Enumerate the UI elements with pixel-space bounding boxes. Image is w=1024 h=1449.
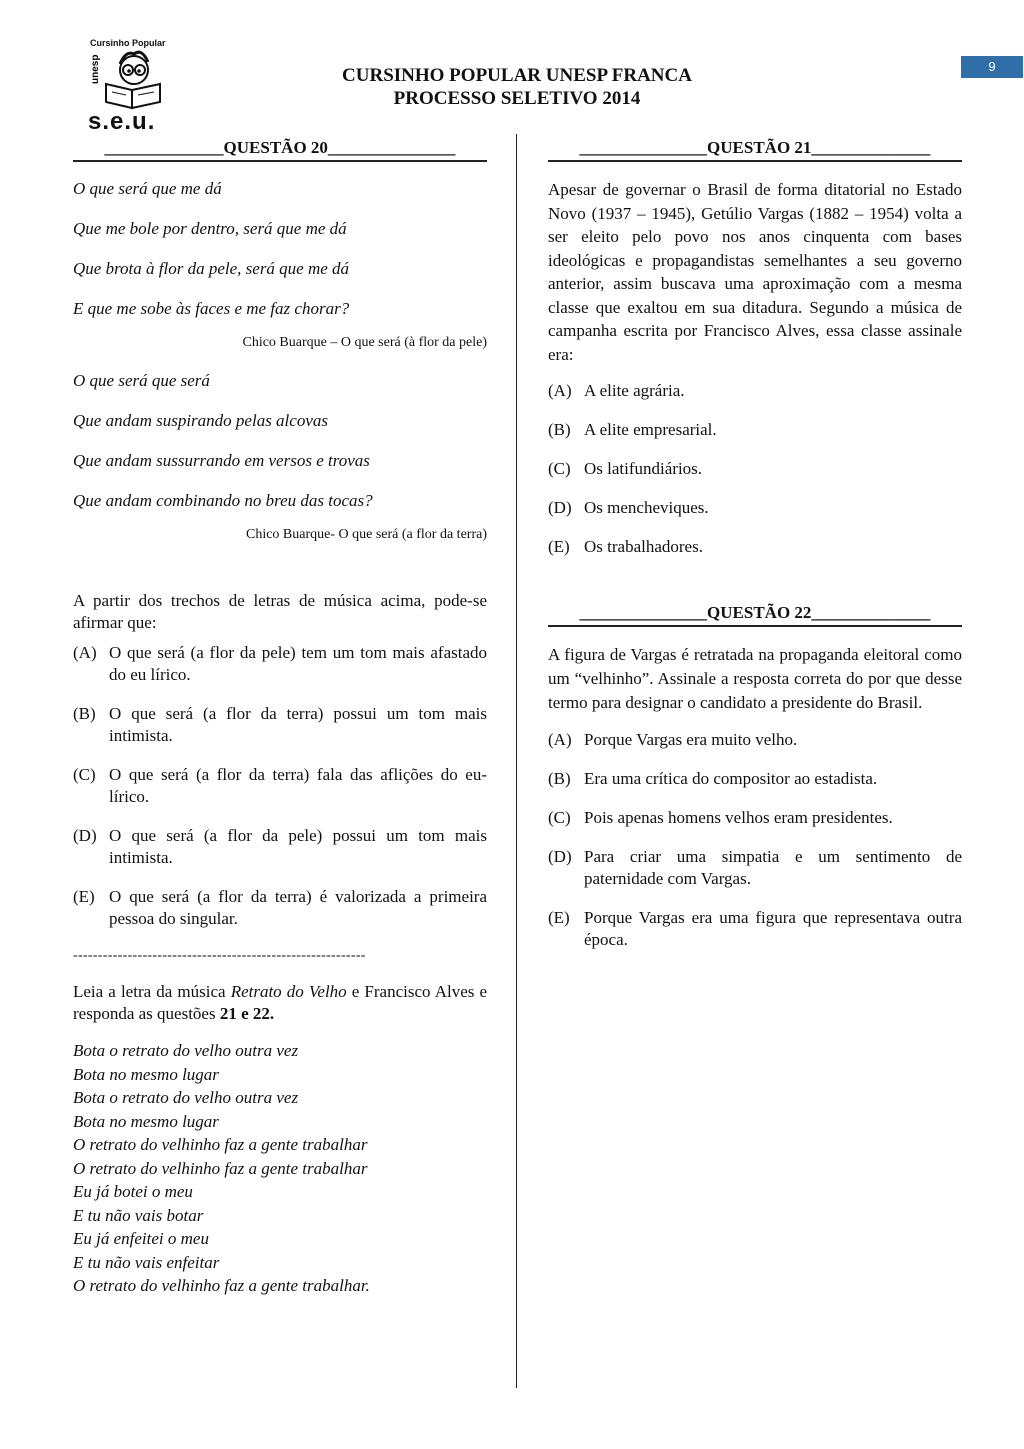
lyric-line: O retrato do velhinho faz a gente trabalhar. <box>73 1276 370 1295</box>
verse-line: Que andam combinando no breu das tocas? <box>73 491 373 510</box>
verse-line: Que andam sussurrando em versos e trovas <box>73 451 370 470</box>
lyric-line: E tu não vais enfeitar <box>73 1252 220 1272</box>
verse-line: Que me bole por dentro, será que me dá <box>73 219 347 238</box>
lyric-line: O retrato do velhinho faz a gente trabalhar <box>73 1135 368 1154</box>
option-item: (C) Os latifundiários. <box>548 459 703 478</box>
question-22-title: _______________QUESTÃO 22______________ <box>548 602 962 627</box>
lyric-line: Eu já enfeitei o meu <box>73 1229 209 1248</box>
verse-line: O que será que será <box>73 371 210 390</box>
q20-prompt: A partir dos trechos de letras de música acima, pode-se afirmar que: <box>73 591 487 632</box>
left-column <box>73 137 487 1298</box>
option-item: (D) Para criar uma simpatia e um sentimento de paternidade com Vargas. <box>548 847 962 888</box>
lyric-line: Bota o retrato do velho outra vez <box>73 1041 299 1060</box>
lyric-line: Eu já botei o meu <box>73 1182 193 1201</box>
header-subtitle: PROCESSO SELETIVO 2014 <box>393 88 641 109</box>
verse-line: Que brota à flor da pele, será que me dá <box>73 259 350 278</box>
option-item: (D) O que será (a flor da pele) possui um tom mais intimista. <box>73 826 487 867</box>
q22-text: A figura de Vargas é retratada na propaganda eleitoral como um “velhinho”. Assinale a resposta correta do por que desse termo para designar o candidato a presidente do Brasil. <box>548 645 962 712</box>
question-21-title: _______________QUESTÃO 21______________ <box>548 137 962 162</box>
question-refs: 21 e 22. <box>219 1004 275 1023</box>
lyric-line: Bota no mesmo lugar <box>73 1111 219 1131</box>
option-item: (A) O que será (a flor da pele) tem um tom mais afastado do eu lírico. <box>73 643 487 684</box>
q20-options <box>73 642 487 930</box>
header-title: CURSINHO POPULAR UNESP FRANCA <box>342 65 692 86</box>
q20-credit-2: Chico Buarque- O que será (a flor da terra) <box>245 527 487 542</box>
song-intro: Leia a letra da música Retrato do Velho e Francisco Alves e responda as questões 21 e 22. <box>73 982 488 1023</box>
option-item: (E) Porque Vargas era uma figura que representava outra época. <box>548 908 962 949</box>
logo-bottom-text: s.e.u. <box>88 108 156 135</box>
q22-options <box>548 729 962 951</box>
verse-line: E que me sobe às faces e me faz chorar? <box>73 299 350 318</box>
lyric-line: Bota no mesmo lugar <box>73 1064 219 1084</box>
option-item: (E) O que será (a flor da terra) é valorizada a primeira pessoa do singular. <box>73 887 487 928</box>
column-divider <box>516 134 517 1388</box>
lyric-line: O retrato do velhinho faz a gente trabalhar <box>73 1158 368 1178</box>
song-title: Retrato do Velho <box>230 982 347 1001</box>
logo-brand-text: unesp <box>90 54 101 84</box>
q20-verse-1 <box>73 178 487 320</box>
lyric-line: Bota o retrato do velho outra vez <box>73 1088 299 1107</box>
option-item: (E) Os trabalhadores. <box>548 537 703 556</box>
page-number-badge: 9 <box>961 56 1023 78</box>
option-item: (B) O que será (a flor da terra) possui um tom mais intimista. <box>73 704 487 745</box>
q21-options <box>548 380 962 558</box>
option-item: (C) O que será (a flor da terra) fala das aflições do eu-lírico. <box>73 765 487 806</box>
section-separator: ----------------------------------------------------------- <box>73 948 366 963</box>
option-item: (A) A elite agrária. <box>548 381 685 400</box>
logo-top-text: Cursinho Popular <box>90 38 166 48</box>
option-item: (A) Porque Vargas era muito velho. <box>548 730 798 749</box>
verse-line: O que será que me dá <box>73 179 222 198</box>
q21-text: Apesar de governar o Brasil de forma ditatorial no Estado Novo (1937 – 1945), Getúlio Vargas (1882 – 1954) volta a ser eleito pelo povo nos anos cinquenta com bases ideológicas e propagandistas semelhantes a seu governo anterior, assim buscava uma aproximação com a mesma classe que exaltou em sua ditadura. Segundo a música de campanha escrita por Francisco Alves, essa classe assinale era: <box>548 180 962 364</box>
right-column <box>548 137 962 968</box>
song-lyrics <box>73 1039 487 1298</box>
option-item: (C) Pois apenas homens velhos eram presidentes. <box>548 808 893 827</box>
question-20-title: ______________QUESTÃO 20_______________ <box>73 137 487 162</box>
option-item: (B) Era uma crítica do compositor ao estadista. <box>548 769 878 788</box>
option-item: (D) Os mencheviques. <box>548 498 709 517</box>
q20-verse-2 <box>73 370 487 512</box>
verse-line: Que andam suspirando pelas alcovas <box>73 411 328 430</box>
q20-credit-1: Chico Buarque – O que será (à flor da pele) <box>242 335 487 350</box>
lyric-line: E tu não vais botar <box>73 1205 204 1225</box>
document-header <box>0 64 1024 110</box>
option-item: (B) A elite empresarial. <box>548 420 717 439</box>
